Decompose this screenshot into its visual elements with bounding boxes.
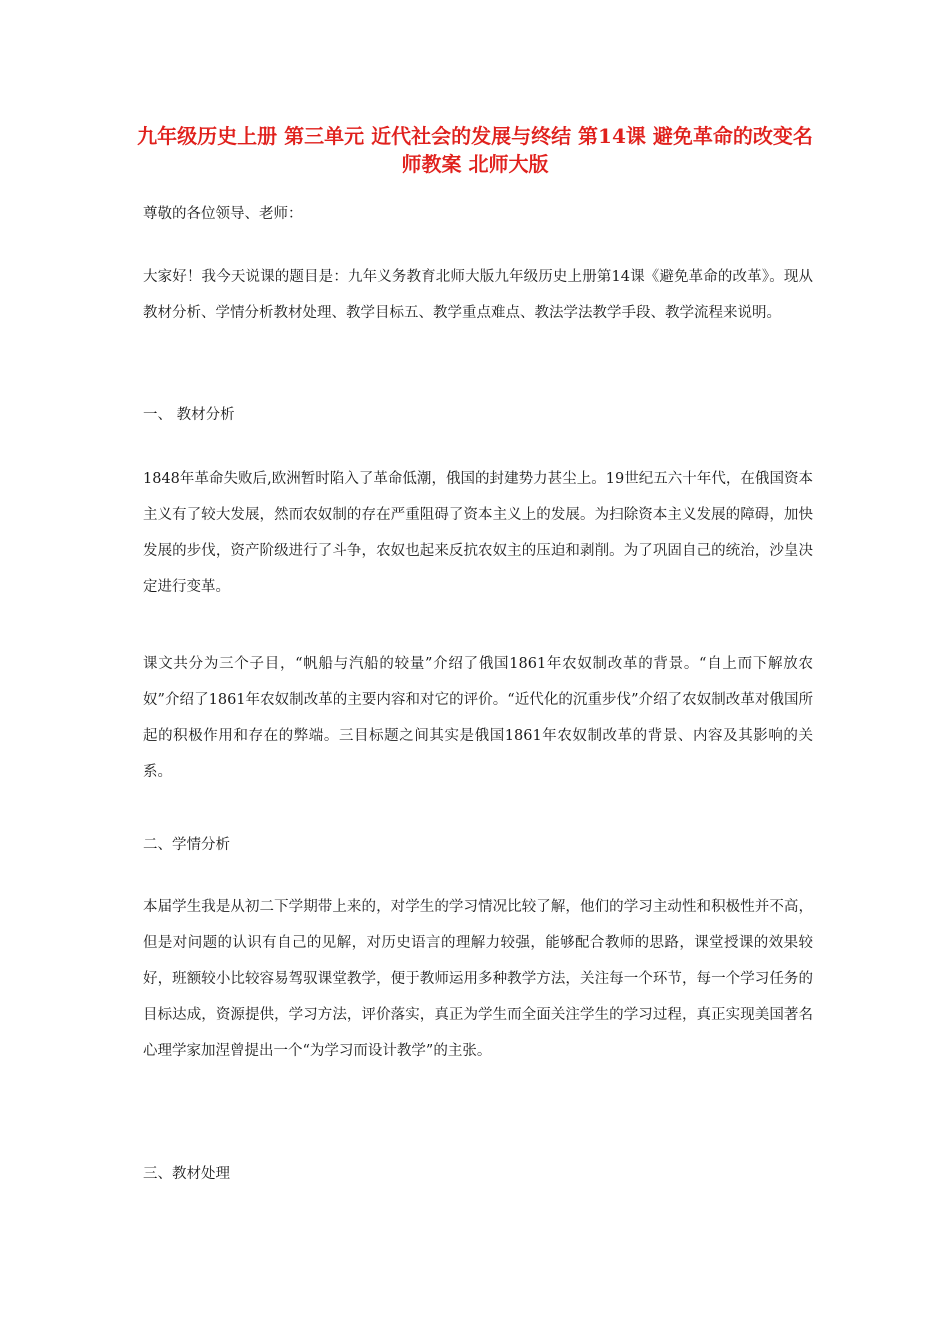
section-2-heading: 二、学情分析 bbox=[143, 837, 230, 853]
section-1-heading: 一、 教材分析 bbox=[143, 407, 235, 423]
section-1-paragraph-2: 课文共分为三个子目，“帆船与汽船的较量”介绍了俄国1861年农奴制改革的背景。“自上而下解放农奴”介绍了1861年农奴制改革的主要内容和对它的评价。“近代化的沉重步伐”介绍了农奴制改革对俄国所起的积极作用和存在的弊端。三目标题之间其实是俄国1861年农奴制改革的背景、内容及其影响的关系。 bbox=[143, 656, 813, 780]
greeting: 尊敬的各位领导、老师： bbox=[143, 206, 303, 222]
section-3-heading: 三、教材处理 bbox=[143, 1166, 230, 1182]
section-2-paragraph-1: 本届学生我是从初二下学期带上来的，对学生的学习情况比较了解，他们的学习主动性和积极性并不高，但是对问题的认识有自己的见解，对历史语言的理解力较强，能够配合教师的思路，课堂授课的效果较好，班额较小比较容易驾驭课堂教学，便于教师运用多种教学方法，关注每一个环节，每一个学习任务的目标达成，资源提供，学习方法，评价落实，真正为学生而全面关注学生的学习过程，真正实现美国著名心理学家加涅曾提出一个“为学习而设计教学”的主张。 bbox=[143, 899, 813, 1059]
section-1-paragraph-1: 1848年革命失败后,欧洲暂时陷入了革命低潮，俄国的封建势力甚尘上。19世纪五六十年代，在俄国资本主义有了较大发展，然而农奴制的存在严重阻碍了资本主义上的发展。为扫除资本主义发展的障碍，加快发展的步伐，资产阶级进行了斗争，农奴也起来反抗农奴主的压迫和剥削。为了巩固自己的统治，沙皇决定进行变革。 bbox=[143, 471, 813, 595]
intro-paragraph: 大家好！我今天说课的题目是：九年义务教育北师大版九年级历史上册第14课《避免革命的改革》。现从 教材分析、学情分析教材处理、教学目标五、教学重点难点、教法学法教学手段、教学流程来说明。 bbox=[143, 269, 813, 321]
document-title: 九年级历史上册 第三单元 近代社会的发展与终结 第14课 避免革命的改变名师教案 北师大版 bbox=[137, 124, 813, 176]
